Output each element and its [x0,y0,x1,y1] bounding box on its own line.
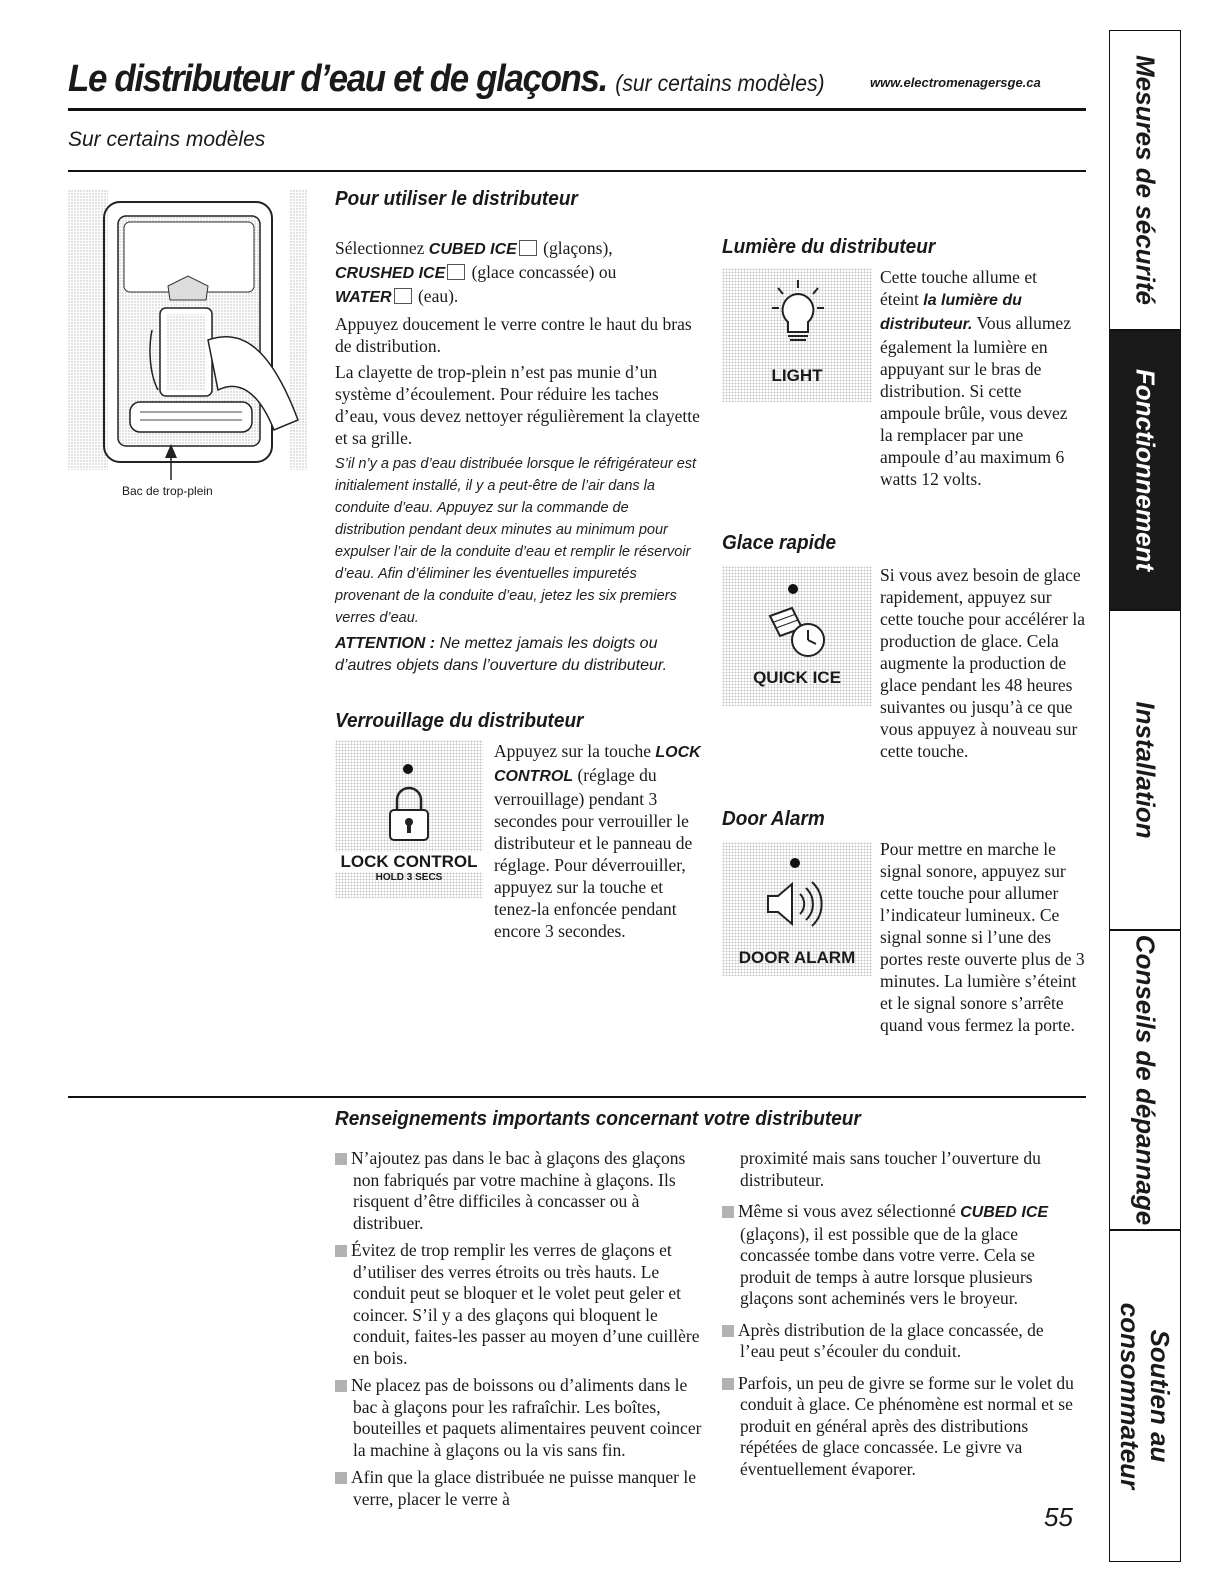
list-item: Afin que la glace distribuée ne puisse manquer le verre, placer le verre à [335,1467,705,1510]
page-title-suffix: (sur certains modèles) [615,70,825,96]
door-alarm-heading: Door Alarm [722,808,825,830]
air-in-line-note: S’il n’y a pas d’eau distribuée lorsque le réfrigérateur est initialement installé, il y a peut-être de l’air dans la conduite d’eau. Appuyez sur la commande de distribution pendant deux minutes au minimum pour expulser l’air de la conduite d’eau et remplir le réservoir d’eau. Afin d’éliminer les éventuelles impuretés provenant de la conduite d’eau, jetez les six premiers verres d’eau. [335,456,697,626]
padlock-icon [385,784,433,842]
speaker-icon [764,874,836,934]
water-icon [394,288,412,304]
lock-control-label: LOCK CONTROL [335,852,483,872]
figure-caption: Bac de trop-plein [122,484,213,498]
page-title: Le distributeur d’eau et de glaçons. (sur certains modèles) [68,58,825,100]
crushed-ice-icon [447,264,465,280]
dispenser-illustration [68,190,308,480]
light-bulb-icon [770,278,826,358]
tab-installation-label: Installation [1130,701,1161,839]
tab-operation[interactable] [1109,330,1181,610]
cubed-ice-icon [519,240,537,256]
bullet-icon [722,1378,734,1390]
lock-control-button[interactable] [335,740,483,898]
dispenser-drawing [68,190,308,480]
indicator-dot [790,858,800,868]
light-body: Cette touche allume et éteint la lumière du distributeur. Vous allumez également la lumière en appuyant sur le bras de distribution. Si cette ampoule brûle, vous devez la remplacer par une ampoule d’au maximum 6 watts 12 volts. [880,267,1071,489]
use-dispenser-heading: Pour utiliser le distributeur [335,188,578,210]
bullet-icon [722,1325,734,1337]
quick-ice-heading: Glace rapide [722,532,837,554]
page-subtitle: Sur certains modèles [68,128,266,151]
caution-paragraph: ATTENTION : Ne mettez jamais les doigts ou d’autres objets dans l’ouverture du distributeur. [335,635,668,674]
section-rule-2 [68,1096,1086,1098]
quick-ice-icon [762,602,832,664]
indicator-dot [403,764,413,774]
tab-consumer-support-label: Soutien au consommateur [1115,1302,1175,1490]
tab-safety-label: Mesures de sécurité [1130,54,1161,306]
website-url[interactable]: www.electromenagersge.ca [870,75,1041,90]
hold-3-secs-label: HOLD 3 SECS [375,872,443,883]
select-option-paragraph: Sélectionnez CUBED ICE (glaçons), CRUSHED ICE (glace concassée) ou WATER (eau). [335,238,617,306]
quick-ice-button[interactable] [722,566,872,706]
list-item: Après distribution de la glace concassée, de l’eau peut s’écouler du conduit. [722,1320,1077,1363]
page-number: 55 [1044,1502,1073,1532]
bullet-icon [335,1472,347,1484]
header-rule [68,108,1086,111]
important-col-right [722,1148,1077,1486]
quick-ice-body: Si vous avez besoin de glace rapidement, appuyez sur cette touche pour accélérer la production de glace. Cela augmente la production de glace pendant les 48 heures suivantes ou jusqu’à ce que vous appuyez à nouveau sur cette touche. [880,565,1086,761]
tab-operation-label: Fonctionnement [1130,368,1161,572]
list-item: N’ajoutez pas dans le bac à glaçons des glaçons non fabriqués par votre machine à glaçons. Ils risquent d’être difficiles à concasser ou à distribuer. [335,1148,705,1234]
tab-troubleshooting-label: Conseils de dépannage [1130,934,1161,1226]
tab-troubleshooting[interactable] [1109,930,1181,1230]
bullet-icon [722,1206,734,1218]
lock-heading: Verrouillage du distributeur [335,710,584,732]
door-alarm-body: Pour mettre en marche le signal sonore, appuyez sur cette touche pour allumer l’indicateur lumineux. Ce signal sonne si l’une des portes reste ouverte plus de 3 minutes. La lumière s’éteint et le signal sonore s’arrête quand vous fermez la porte. [880,839,1085,1035]
list-item-continued: proximité mais sans toucher l’ouverture du distributeur. [740,1148,1041,1190]
section-rule [68,170,1086,172]
tab-installation[interactable] [1109,610,1181,930]
list-item: Ne placez pas de boissons ou d’aliments dans le bac à glaçons pour les rafraîchir. Les boîtes, bouteilles et paquets alimentaires peuvent coincer la machine à glaçons ou la vis sans fin. [335,1375,705,1461]
bullet-icon [335,1153,347,1165]
use-dispenser-body [335,237,700,681]
indicator-dot [788,584,798,594]
press-glass-paragraph: Appuyez doucement le verre contre le haut du bras de distribution. [335,314,692,356]
light-label: LIGHT [771,366,823,385]
quick-ice-label: QUICK ICE [753,668,841,687]
list-item: Évitez de trop remplir les verres de glaçons et d’utiliser des verres étroits ou très hauts. Le conduit peut se bloquer et le volet peut geler et coincer. S’il y a des glaçons qui bloquent le conduit, faites-les passer au moyen d’une cuillère en bois. [335,1240,705,1369]
tab-safety[interactable] [1109,30,1181,330]
list-item: Même si vous avez sélectionné CUBED ICE (glaçons), il est possible que de la glace concassée tombe dans votre verre. Cela se produit de temps à autre lorsque plusieurs glaçons sont acheminés vers le broyeur. [722,1201,1077,1310]
important-heading: Renseignements importants concernant votre distributeur [335,1108,861,1130]
overflow-shelf-paragraph: La clayette de trop-plein n’est pas munie d’un système d’écoulement. Pour réduire les taches d’eau, vous devez nettoyer régulièrement la clayette et sa grille. [335,362,700,448]
light-heading: Lumière du distributeur [722,236,936,258]
important-col-left [335,1148,705,1516]
door-alarm-label: DOOR ALARM [738,948,856,967]
tab-consumer-support[interactable] [1109,1230,1181,1562]
list-item: Parfois, un peu de givre se forme sur le volet du conduit à glace. Ce phénomène est normal et se produit en général après des distributions répétées de glace concassée. Le givre va éventuellement évaporer. [722,1373,1077,1481]
light-button[interactable] [722,268,872,402]
door-alarm-button[interactable] [722,842,872,976]
bullet-icon [335,1380,347,1392]
lock-body: Appuyez sur la touche LOCK CONTROL (réglage du verrouillage) pendant 3 secondes pour verrouiller le distributeur et le panneau de réglage. Pour déverrouiller, appuyez sur la touche et tenez-la enfoncée pendant encore 3 secondes. [494,741,701,941]
bullet-icon [335,1245,347,1257]
